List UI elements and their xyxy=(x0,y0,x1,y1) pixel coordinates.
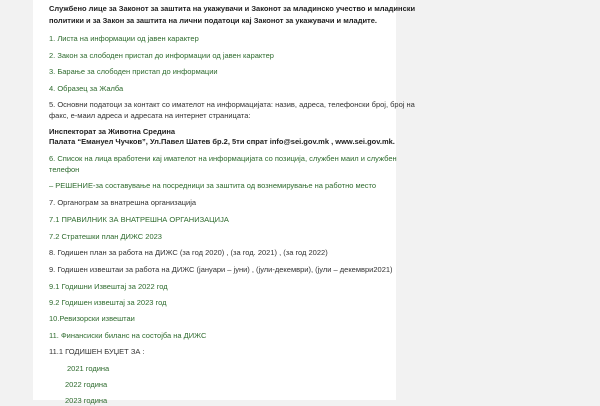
contact-info-heading-line-1: 5. Основни податоци за контакт со имателот на информацијата: назив, адреса, телефонски број, број на xyxy=(49,100,415,109)
content-card xyxy=(33,0,416,405)
link-annual-report-2023[interactable]: 9.2 Годишен извештај за 2023 год xyxy=(49,298,167,307)
link-audit-reports[interactable]: 10.Ревизорски извештаи xyxy=(49,314,135,323)
link-public-info-list[interactable]: 1. Листа на информации од јавен карактер xyxy=(49,34,199,43)
link-budget-2021[interactable]: 2021 година xyxy=(67,364,110,373)
link-free-access-law[interactable]: 2. Закон за слободен пристап до информации од јавен карактер xyxy=(49,51,274,60)
link-annual-report-2022[interactable]: 9.1 Годишни Извештај за 2022 год xyxy=(49,282,168,291)
contact-info-heading-line-2: факс, е-маил адреса и адресата на интернет страницата: xyxy=(49,111,251,120)
contact-org-name: Инспекторат за Животна Средина xyxy=(49,127,176,136)
contact-address: Палата “Емануел Чучков”, Ул.Павел Шатев бр.2, 5ти спрат info@sei.gov.mk , www.sei.gov.mk. xyxy=(49,137,395,146)
annual-report-item: 9. Годишен извештаи за работа на ДИЖС (јануари – јуни) , (јули-декември), (јули – декември2021) xyxy=(49,265,393,274)
link-employee-list-line-2[interactable]: телефон xyxy=(49,165,80,174)
intro-text-line-2: политики и за Закон за заштита на лични податоци кај Законот за укажувачи и младите. xyxy=(49,16,377,25)
link-strategic-plan-2023[interactable]: 7.2 Стратешки план ДИЖС 2023 xyxy=(49,232,162,241)
link-complaint-form[interactable]: 4. Образец за Жалба xyxy=(49,84,124,93)
org-chart-item: 7. Органограм за внатрешна организација xyxy=(49,198,197,207)
link-internal-org-rulebook[interactable]: 7.1 ПРАВИЛНИК ЗА ВНАТРЕШНА ОРГАНИЗАЦИЈА xyxy=(49,215,229,224)
link-harassment-decision[interactable]: – РЕШЕНИЕ-за составување на посредници за заштита од вознемирување на работно место xyxy=(49,181,377,190)
link-budget-2023[interactable]: 2023 година xyxy=(65,396,108,405)
link-employee-list-line-1[interactable]: 6. Список на лица вработени кај имателот на информацијата со позиција, службен маил и службен xyxy=(49,154,397,163)
annual-budget-heading: 11.1 ГОДИШЕН БУЏЕТ ЗА : xyxy=(49,347,145,356)
annual-work-plan-item: 8. Годишен план за работа на ДИЖС (за год 2020) , (за год. 2021) , (за год 2022) xyxy=(49,248,328,257)
link-financial-balance[interactable]: 11. Финансиски биланс на состојба на ДИЖС xyxy=(49,331,207,340)
intro-text-line-1: Службено лице за Законот за заштита на укажувачи и Законот за младинско учество и младински xyxy=(49,4,416,13)
link-access-request[interactable]: 3. Барање за слободен пристап до информации xyxy=(49,67,218,76)
link-budget-2022[interactable]: 2022 година xyxy=(65,380,108,389)
